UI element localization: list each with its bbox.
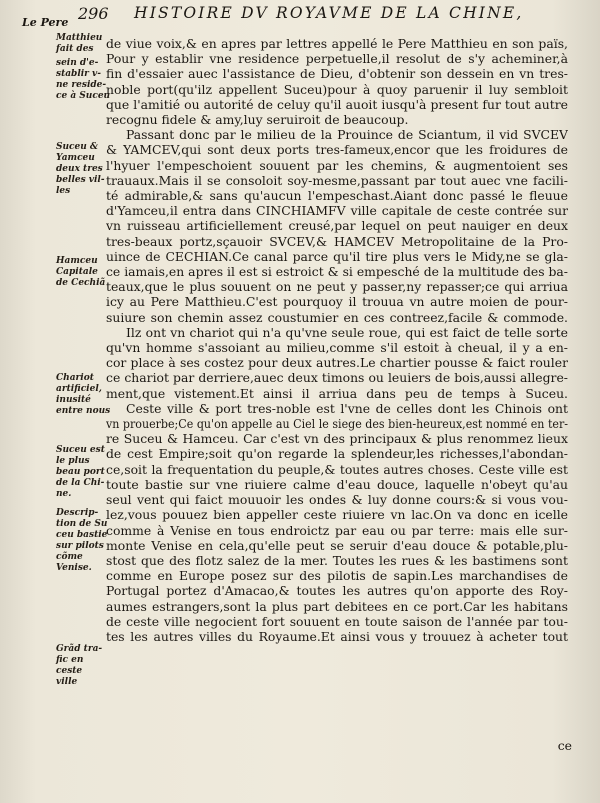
text-line: ce,soit la frequentation du peuple,& toutes autres choses. Ceste ville est bbox=[106, 461, 568, 477]
text-line: Pour y establir vne residence perpetuelle,il resolut de s'y acheminer,à bbox=[106, 51, 568, 67]
text-line: teaux,que le plus souuent on ne peut y passer,ny repasser;ce qui arriua bbox=[106, 279, 568, 295]
text-line: Portugal portez d'Amacao,& toutes les autres qu'on apporte des Roy- bbox=[106, 583, 568, 599]
text-line: suiure son chemin assez coustumier en ces contreez,facile & commode. bbox=[106, 309, 568, 325]
body-text bbox=[106, 36, 568, 644]
text-line: aumes estrangers,sont la plus part debitees en ce port.Car les habitans bbox=[106, 598, 568, 614]
text-line: que l'amitié ou autorité de celuy qu'il auoit iusqu'à present fur tout autre bbox=[106, 96, 568, 112]
text-line: de viue voix,& en apres par lettres appellé le Pere Matthieu en son païs, bbox=[106, 36, 568, 51]
text-line: l'hyuer l'empeschoient souuent par les chemins, & augmentoient ses bbox=[106, 157, 568, 173]
margin-side-name: Le Pere bbox=[22, 16, 69, 29]
text-line: tres-beaux portz,sçauoir SVCEV,& HAMCEV Metropolitaine de la Pro- bbox=[106, 233, 568, 249]
text-line: noble port(qu'ilz appellent Suceu)pour à quoy paruenir il luy sembloit bbox=[106, 81, 568, 97]
text-line: Ceste ville & port tres-noble est l'vne de celles dont les Chinois ont bbox=[126, 400, 568, 416]
text-line: comme à Venise en tous endroictz par eau ou par terre: mais elle sur- bbox=[106, 522, 568, 538]
text-line: icy au Pere Matthieu.C'est pourquoy il trouua vn autre moien de pour- bbox=[106, 294, 568, 310]
text-line: té admirable,& sans qu'aucun l'empeschast.Aiant donc passé le fleuue bbox=[106, 188, 568, 204]
text-line: seul vent qui faict mouuoir les ondes & luy donne cours:& si vous vou- bbox=[106, 492, 568, 508]
text-line: cor place à ses costez pour deux autres.Le chartier pousse & faict rouler bbox=[106, 355, 568, 371]
margin-note: Grãd tra- fic en ceste ville bbox=[56, 644, 103, 687]
text-line: uince de CECHIAN.Ce canal parce qu'il tire plus vers le Midy,ne se gla- bbox=[106, 248, 568, 264]
margin-note: Descrip- tion de Su ceu bastie sur pilots cõme Venise. bbox=[56, 508, 108, 573]
margin-note: Hamceu Capitale de Cechiã bbox=[56, 256, 106, 288]
text-line: qu'vn homme s'assoiant au milieu,comme s'il estoit à cheual, il y a en- bbox=[106, 340, 568, 356]
text-line: monte Venise en cela,qu'elle peut se seruir d'eau douce & potable,plu- bbox=[106, 537, 568, 553]
margin-note: sein d'e- stablir v- ne reside- ce à Suceu bbox=[56, 58, 111, 101]
text-line: ment,que vistement.Et ainsi il arriua dans peu de temps à Suceu. bbox=[106, 385, 568, 401]
margin-note: Matthieu fait des bbox=[56, 33, 103, 54]
margin-note: Chariot artificiel, inusité entre nous bbox=[56, 373, 111, 416]
margin-note: Suceu est le plus beau port de la Chi- ne. bbox=[56, 445, 105, 499]
catchword: ce bbox=[557, 738, 572, 753]
text-line: & YAMCEV,qui sont deux ports tres-fameux,encor que les froidures de bbox=[106, 142, 568, 158]
page-number: 296 bbox=[78, 4, 109, 23]
text-line: Ilz ont vn chariot qui n'a qu'vne seule roue, qui est faict de telle sorte bbox=[126, 324, 568, 340]
text-line: stost que des flotz salez de la mer. Toutes les rues & les bastimens sont bbox=[106, 552, 568, 568]
text-line: lez,vous pouuez bien appeller ceste riuiere vn lac.On va donc en icelle bbox=[106, 507, 568, 523]
text-line: de cest Empire;soit qu'on regarde la splendeur,les richesses,l'abondan- bbox=[106, 446, 568, 462]
text-line: ce iamais,en apres il est si estroict & si empesché de la multitude des ba- bbox=[106, 264, 568, 280]
text-line: toute bastie sur vne riuiere calme d'eau douce, laquelle n'obeyt qu'au bbox=[106, 476, 568, 492]
running-head: HISTOIRE DV ROYAVME DE LA CHINE, bbox=[134, 4, 524, 22]
text-line: tes les autres villes du Royaume.Et ainsi vous y trouuez à acheter tout bbox=[106, 628, 568, 644]
text-line: trauaux.Mais il se consoloit soy-mesme,passant par tout auec vne facili- bbox=[106, 172, 568, 188]
text-line: re Suceu & Hamceu. Car c'est vn des principaux & plus renommez lieux bbox=[106, 431, 568, 447]
text-line: vn prouerbe;Ce qu'on appelle au Ciel le siege des bien-heureux,est nommé en ter- bbox=[106, 416, 568, 432]
text-line: comme en Europe posez sur des pilotis de sapin.Les marchandises de bbox=[106, 568, 568, 584]
text-line: de ceste ville negocient fort souuent en toute saison de l'année par tou- bbox=[106, 613, 568, 629]
text-line: ce chariot par derriere,auec deux timons ou leuiers de bois,aussi allegre- bbox=[106, 370, 568, 386]
text-line: recognu fidele & amy,luy seruiroit de beaucoup. bbox=[106, 112, 409, 128]
text-line: vn ruisseau artificiellement creusé,par lequel on peut nauiger en deux bbox=[106, 218, 568, 234]
text-line: d'Yamceu,il entra dans CINCHIAMFV ville capitale de ceste contrée sur bbox=[106, 203, 568, 219]
margin-note: Suceu & Yamceu deux tres belles vil- les bbox=[56, 142, 105, 196]
text-line: fin d'essaier auec l'assistance de Dieu, d'obtenir son dessein en vn tres- bbox=[106, 66, 568, 82]
text-line: Passant donc par le milieu de la Prouince de Sciantum, il vid SVCEV bbox=[126, 127, 568, 143]
page-header bbox=[14, 4, 578, 26]
